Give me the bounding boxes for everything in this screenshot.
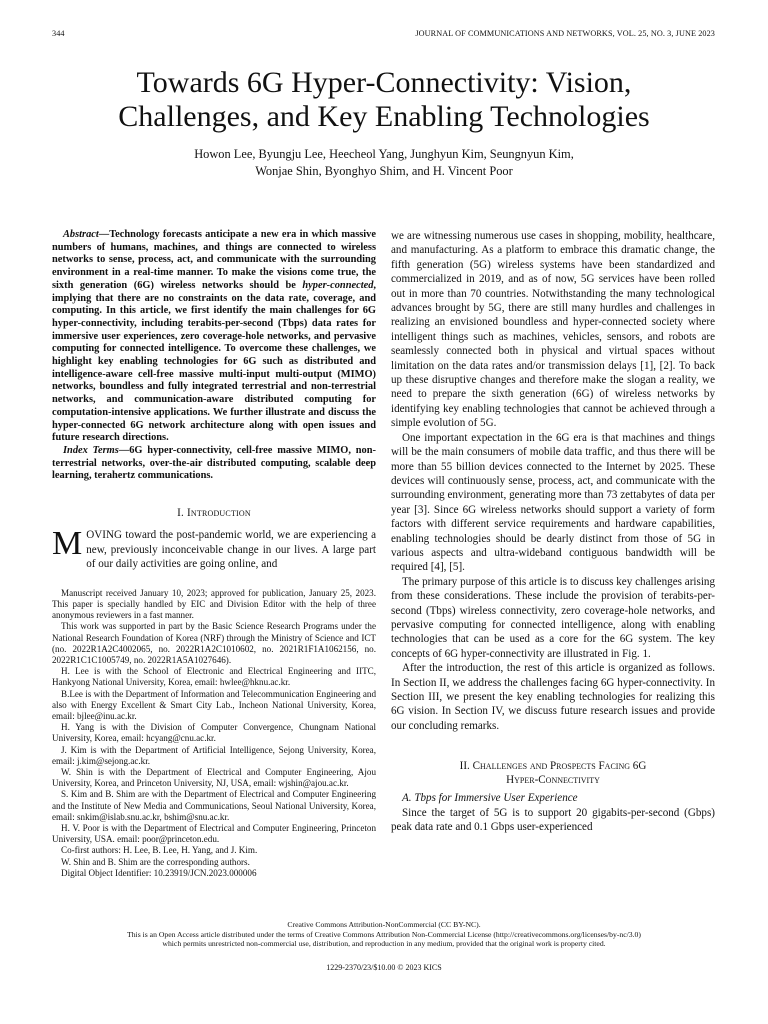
body-paragraph: One important expectation in the 6G era is that machines and things will be the main consumers of mobile data traffic, and thus there will be more than 55 billion devices connected to the Internet by 2025. These devices will continuously sense, process, act, and communicate with the surrounding environment, generating more than 73 zettabytes of data per year [3]. Since 6G wireless networks should support a variety of form factors with different service requirements and hardware capabilities, enabling technologies should be dearly distinct from those of 5G in various aspects and ultra-wideband contiguous bandwidth will be required [4], [5]. — [391, 431, 715, 574]
section-2-title-line-2: Hyper-Connectivity — [506, 774, 600, 787]
index-terms — [52, 445, 376, 483]
intro-paragraph — [52, 525, 376, 571]
footnote-doi: Digital Object Identifier: 10.23919/JCN.2023.000006 — [61, 867, 257, 878]
index-terms-label: Index Terms — [63, 444, 119, 456]
license-line-3: which permits unrestricted non-commercial use, distribution, and reproduction in any medium, provided that the original work is property cited. — [162, 939, 606, 949]
footnote-affiliation: H. Lee is with the School of Electronic and Electrical Engineering and IITC, Hankyong National University, Korea, email: hwlee@hknu.ac.kr. — [52, 666, 376, 688]
issn-copyright: 1229-2370/23/$10.00 © 2023 KICS — [326, 963, 442, 972]
drop-cap: M — [52, 525, 83, 563]
footnote-funding: This work was supported in part by the Basic Science Research Programs under the National Research Foundation of Korea (NRF) through the Ministry of Science and ICT (no. 2022R1A2C4002065, no. 2022R1A2C1010602, no. 2021R1F1A1062156, no. 2022R1C1C1005749, no. 2022R1A5A1027646). — [52, 621, 376, 665]
license-line-1: Creative Commons Attribution-NonCommercial (CC BY-NC). — [287, 920, 481, 929]
authors-line-2: Wonjae Shin, Byonghyo Shim, and H. Vincent Poor — [255, 163, 513, 178]
intro-first-word: OVING — [86, 529, 122, 542]
footnote-affiliation: H. Yang is with the Division of Computer Convergence, Chungnam National University, Korea, email: hcyang@cnu.ac.kr. — [52, 722, 376, 744]
footnote-affiliation: J. Kim is with the Department of Artificial Intelligence, Sejong University, Korea, email: j.kim@sejong.ac.kr. — [52, 744, 376, 766]
authors-line-1: Howon Lee, Byungju Lee, Heecheol Yang, Junghyun Kim, Seungnyun Kim, — [194, 147, 574, 161]
abstract-text-a: —Technology forecasts anticipate a new era in which massive numbers of humans, machines, and things are connected to wireless networks to sense, process, act, and communicate with the surrounding environment in a real-time manner. To make the visions come true, the sixth generation (6G) wireless networks should be — [52, 229, 376, 291]
section-2-title-line-1: Challenges and Prospects Facing 6G — [472, 760, 647, 773]
right-column — [391, 229, 715, 834]
footnote-cofirst-authors: Co-first authors: H. Lee, B. Lee, H. Yang, and J. Kim. — [61, 845, 258, 856]
footnotes — [52, 588, 376, 879]
footnote-received: Manuscript received January 10, 2023; approved for publication, January 25, 2023. This paper is specially handled by EIC and Division Editor with the help of three anonymous reviewers in a fast manner. — [52, 587, 376, 621]
license-line-2: This is an Open Access article distributed under the terms of Creative Commons Attribution Non-Commercial License (http://creativecommons.org/licenses/by-nc/3.0) — [127, 929, 641, 939]
subsection-heading: A. Tbps for Immersive User Experience — [402, 792, 578, 805]
body-paragraph: Since the target of 5G is to support 20 gigabits-per-second (Gbps) peak data rate and 0.1 Gbps user-experienced — [391, 806, 715, 834]
intro-text: toward the post-pandemic world, we are experiencing a new, previously inconceivable change in our lives. A large part of our daily activities are going online, and — [86, 529, 376, 571]
body-paragraph: The primary purpose of this article is to discuss key challenges arising from these considerations. These include the provision of terabits-per-second (Tbps) wireless connectivity, zero coverage-hole networks, and pervasive computing for connected intelligence, along with enabling technologies that can be used as a core for the 6G system. The key concepts of 6G hyper-connectivity are illustrated in Fig. 1. — [391, 575, 715, 660]
license-notice — [40, 920, 728, 949]
page-number: 344 — [52, 29, 65, 38]
section-1-numeral: I. — [177, 507, 184, 520]
footnote-affiliation: H. V. Poor is with the Department of Electrical and Computer Engineering, Princeton University, USA. email: poor@princeton.edu. — [52, 822, 376, 845]
title-line-1: Towards 6G Hyper-Connectivity: Vision, — [136, 66, 632, 99]
index-terms-text: —6G hyper-connectivity, cell-free massive MIMO, non-terrestrial networks, over-the-air distributed computing, scalable deep learning, terahertz communications. — [52, 444, 376, 482]
section-heading-challenges — [391, 759, 715, 787]
footnote-corresponding-authors: W. Shin and B. Shim are the corresponding authors. — [61, 856, 250, 867]
footnote-affiliation: B.Lee is with the Department of Information and Telecommunication Engineering and also with Energy Excellent & Smart City Lab., Incheon National University, Korea, email: bjlee@inu.ac.kr. — [52, 688, 376, 721]
section-heading-introduction — [52, 506, 376, 520]
section-2-numeral: II. — [459, 760, 470, 773]
abstract-label: Abstract — [63, 229, 99, 240]
body-paragraph: After the introduction, the rest of this article is organized as follows. In Section II, we address the challenges facing 6G hyper-connectivity. In Section III, we present the key enabling technologies for realizing this 6G vision. In Section IV, we discuss future research issues and provide our concluding remarks. — [391, 662, 715, 732]
journal-name: JOURNAL OF COMMUNICATIONS AND NETWORKS, VOL. 25, NO. 3, JUNE 2023 — [415, 29, 715, 38]
title-line-2: Challenges, and Key Enabling Technologies — [118, 100, 650, 133]
section-1-title: Introduction — [186, 507, 251, 520]
paper-title — [40, 66, 728, 134]
left-column — [52, 229, 376, 879]
abstract — [52, 229, 376, 445]
footnote-affiliation: W. Shin is with the Department of Electrical and Computer Engineering, Ajou University, Korea, and Princeton University, NJ, USA, email: wjshin@ajou.ac.kr. — [52, 766, 376, 789]
abstract-emphasis: hyper-connected — [302, 279, 374, 291]
abstract-text-b: , implying that there are no constraints on the data rate, coverage, and computing. In this article, we first identify the main challenges for 6G hyper-connectivity, including terabits-per-second (Tbps) data rates for immersive user experiences, zero coverage-hole networks, and pervasive computing for connected intelligence. To overcome these challenges, we highlight key enabling technologies for 6G such as distributed and intelligence-aware cell-free massive multi-input multi-output (MIMO) networks, boundless and fully integrated terrestrial and non-terrestrial networks, and communication-aware distributed computing for computation-intensive applications. We further illustrate and discuss the hyper-connected 6G network architecture along with open issues and future research directions. — [52, 279, 376, 444]
author-list — [40, 146, 728, 179]
body-paragraph: we are witnessing numerous use cases in shopping, mobility, healthcare, and manufacturing. As a platform to embrace this dramatic change, the fifth generation (5G) wireless systems have been standardized and commercialized in 2019, and as of now, 5G services have been rolled out in more than 70 countries. Notwithstanding the many technological advances brought by 5G, there are still many hurdles and challenges in realizing an envisioned boundless and hyper-connected society where intelligent things such as machines, vehicles, sensors, and robots are seamlessly connected both in physical and virtual spaces without limitation on the data rates and/or transmission delays [1], [2]. To back up these disruptive changes and therefore make the slogan a reality, we need to prepare the sixth generation (6G) of wireless networks by identifying key enabling technologies that cannot be achieved through a simple evolution of 5G. — [391, 230, 715, 430]
footnote-affiliation: S. Kim and B. Shim are with the Department of Electrical and Computer Engineering and the Institute of New Media and Communications, Seoul National University, Korea, email: snkim@islab.snu.ac.kr, bshim@snu.ac.kr. — [52, 789, 376, 822]
